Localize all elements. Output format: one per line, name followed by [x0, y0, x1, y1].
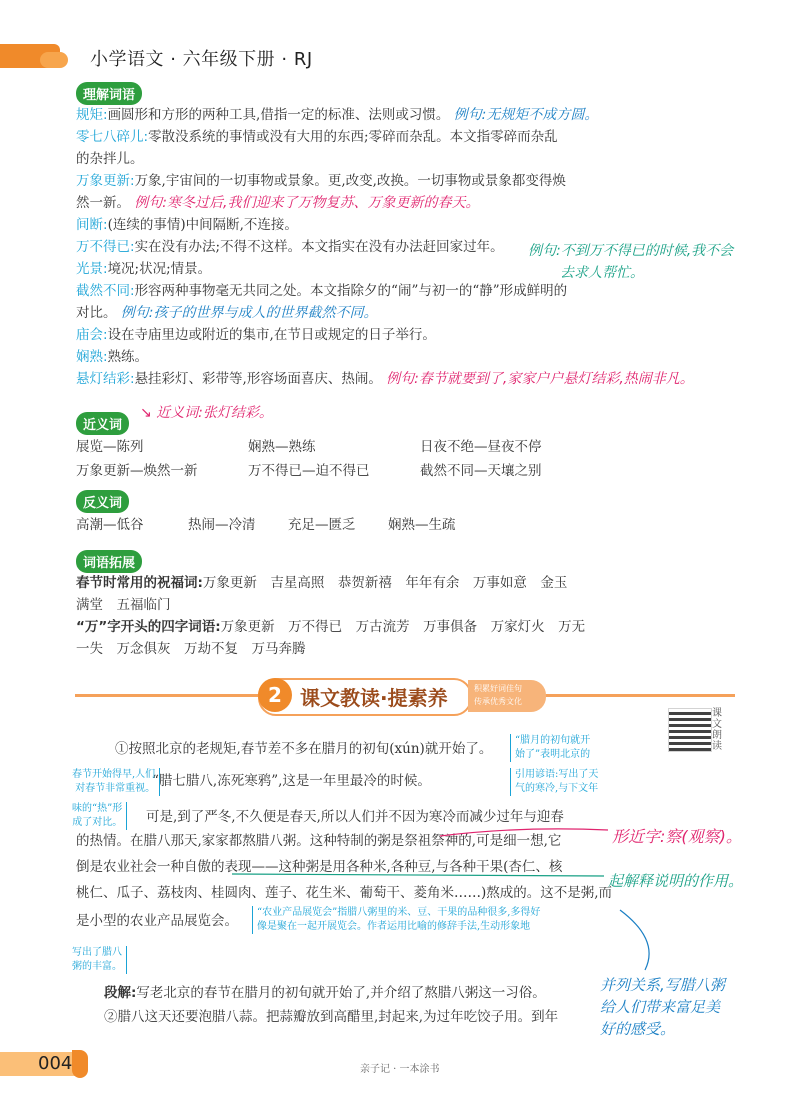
page-number: 004: [38, 1053, 73, 1074]
section-number: 2: [258, 678, 292, 712]
vocab-entry: 庙会:设在寺庙里边或附近的集市,在节日或规定的日子举行。: [76, 327, 436, 343]
publisher-footer: 亲子记 · 一本涂书: [360, 1064, 440, 1075]
vocab-entry-cont: 对比。 例句:孩子的世界与成人的世界截然不同。: [76, 305, 378, 321]
side-note: “腊月的初旬就开 始了”表明北京的: [510, 734, 590, 762]
reading-line: 倒是农业社会一种自傲的表现——这种粥是用各种米,各种豆,与各种干果(杏仁、核: [76, 859, 563, 875]
handwritten-note: 形近字:察(观察)。: [612, 827, 742, 846]
page-number-tab: [72, 1050, 88, 1078]
vocab-entry-cont: 然一新。 例句:寒冬过后,我们迎来了万物复苏、万象更新的春天。: [76, 195, 480, 211]
vocab-entry: 间断:(连续的事情)中间隔断,不连接。: [76, 217, 298, 233]
vocab-entry: 万象更新:万象,宇宙间的一切事物或景象。更,改变,改换。一切事物或景象都变得焕: [76, 173, 566, 189]
vocab-entry: 零七八碎儿:零散没系统的事情或没有大用的东西;零碎而杂乱。本文指零碎而杂乱: [76, 129, 558, 145]
reading-line: 可是,到了严冬,不久便是春天,所以人们并不因为寒冷而减少过年与迎春: [146, 809, 564, 825]
section-title: 课文教读·提素养: [300, 686, 448, 710]
expansion-badge: 词语拓展: [76, 550, 142, 573]
vocab-entry: 截然不同:形容两种事物毫无共同之处。本文指除夕的“闹”与初一的“静”形成鲜明的: [76, 283, 568, 299]
paragraph-summary: 段解:写老北京的春节在腊月的初旬就开始了,并介绍了熬腊八粥这一习俗。: [104, 985, 546, 1001]
expansion-line: “万”字开头的四字词语:万象更新 万不得已 万古流芳 万事俱备 万家灯火 万无: [76, 619, 586, 635]
reading-line: 桃仁、瓜子、荔枝肉、桂圆肉、莲子、花生米、葡萄干、菱角米……)熬成的。这不是粥,而: [76, 885, 613, 901]
handwritten-note: 起解释说明的作用。: [608, 872, 744, 890]
side-note: 引用谚语:写出了天 气的寒冷,与下文年: [510, 768, 598, 796]
handwritten-note-example-cont: 去求人帮忙。: [560, 265, 644, 281]
synonym-row: 万象更新—焕然一新 万不得已—迫不得已 截然不同—天壤之别: [76, 463, 542, 479]
vocab-entry: 光景:境况;状况;情景。: [76, 261, 212, 277]
reading-line: ①按照北京的老规矩,春节差不多在腊月的初旬(xún)就开始了。: [115, 741, 493, 757]
vocab-entry: 万不得已:实在没有办法;不得不这样。本文指实在没有办法赶回家过年。: [76, 239, 504, 255]
side-note: “农业产品展览会”指腊八粥里的米、豆、干果的品种很多,多得好 像是聚在一起开展览会。作者运用比喻的修辞手法,生动形象地: [252, 906, 540, 934]
reading-line: ②腊八这天还要泡腊八蒜。把蒜瓣放到高醋里,封起来,为过年吃饺子用。到年: [104, 1009, 559, 1025]
reading-line: 的热情。在腊八那天,家家都熬腊八粥。这种特制的粥是祭祖祭神的,可是细一想,它: [76, 833, 562, 849]
side-note: 味的“热”形 成了对比。: [72, 802, 127, 830]
reading-line: 是小型的农业产品展览会。: [76, 913, 238, 929]
vocab-badge: 理解词语: [76, 82, 142, 105]
handwritten-synonym-note: ↘ 近义词:张灯结彩。: [140, 405, 273, 421]
expansion-line: 一失 万念俱灰 万劫不复 万马奔腾: [76, 641, 306, 657]
expansion-line: 春节时常用的祝福词:万象更新 吉星高照 恭贺新禧 年年有余 万事如意 金玉: [76, 575, 568, 591]
antonyms-badge: 反义词: [76, 490, 129, 513]
side-note: 春节开始得早,人们 对春节非常重视。: [72, 768, 160, 796]
vocab-entry: 娴熟:熟练。: [76, 349, 149, 365]
antonyms-list: 高潮—低谷 热闹—冷清 充足—匮乏 娴熟—生疏: [76, 517, 456, 533]
section-subtitle: 积累好词佳句 传承优秀文化: [468, 680, 546, 712]
vocab-entry-cont: 的杂拌儿。: [76, 151, 144, 167]
expansion-line: 满堂 五福临门: [76, 597, 171, 613]
synonym-row: 展览—陈列 娴熟—熟练 日夜不绝—昼夜不停: [76, 439, 542, 455]
side-note: 写出了腊八 粥的丰富。: [72, 946, 127, 974]
vocab-entry: 悬灯结彩:悬挂彩灯、彩带等,形容场面喜庆、热闹。 例句:春节就要到了,家家户户悬灯结彩,热闹非凡。: [76, 371, 694, 387]
reading-line: “腊七腊八,冻死寒鸦”,这是一年里最冷的时候。: [152, 773, 431, 789]
book-title: 小学语文 · 六年级下册 · RJ: [90, 49, 313, 70]
synonyms-badge: 近义词: [76, 412, 129, 435]
handwritten-note-example: 例句:不到万不得已的时候,我不会: [528, 243, 734, 259]
handwritten-note: 并列关系,写腊八粥 给人们带来富足美 好的感受。: [600, 976, 725, 1038]
vocab-entry: 规矩:画圆形和方形的两种工具,借指一定的标准、法则或习惯。 例句:无规矩不成方圆。: [76, 107, 599, 123]
qr-label: 课文朗读: [712, 708, 722, 752]
